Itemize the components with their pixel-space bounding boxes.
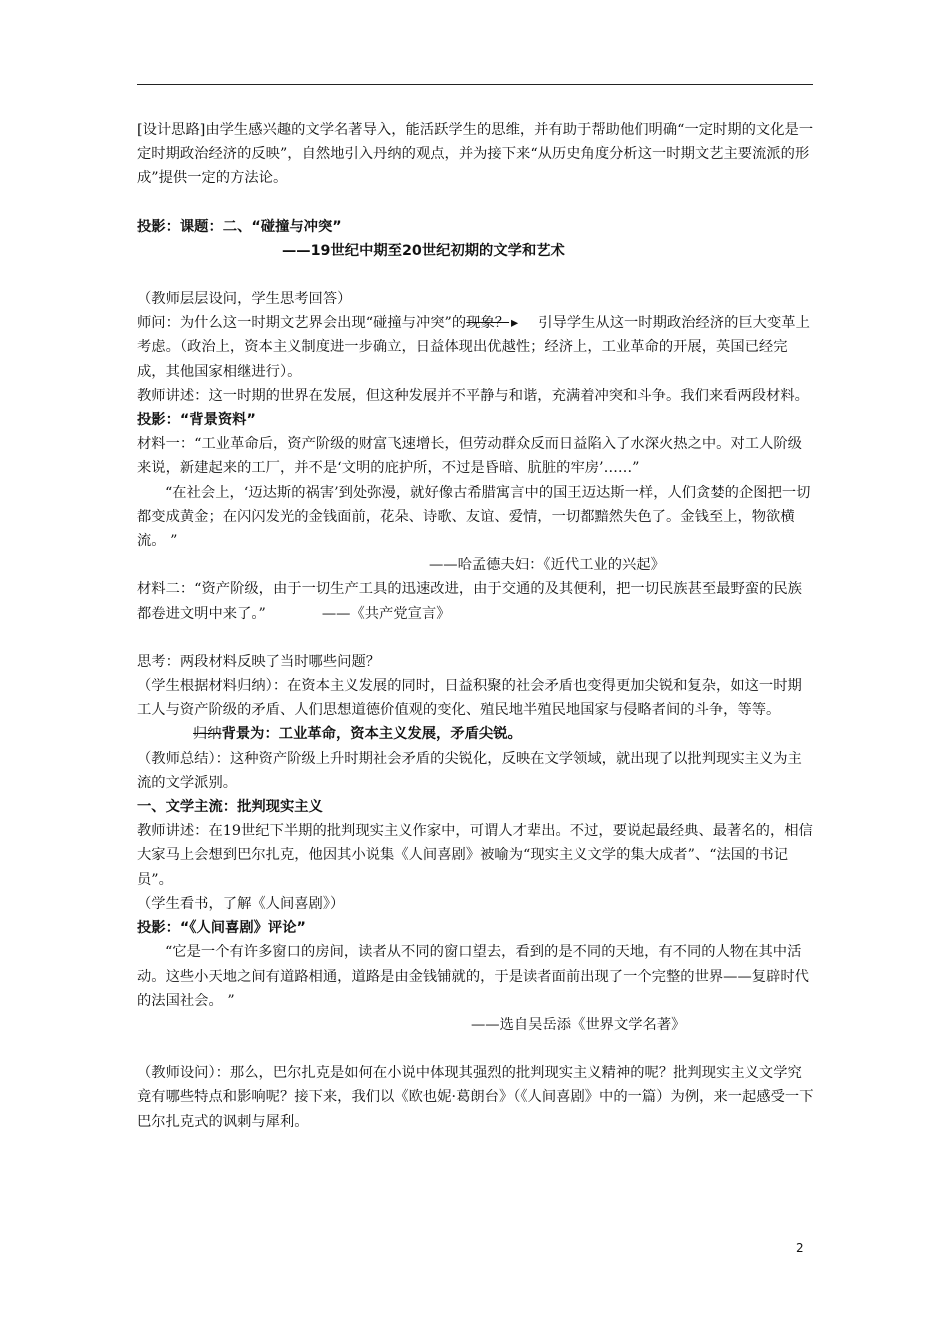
closing-paragraph: （教师设问）：那么，巴尔扎克是如何在小说中体现其强烈的批判现实主义精神的呢？批判现实主义文学究竟有哪些特点和影响呢？接下来，我们以《欧也妮·葛朗台》（《人间喜剧》中的一篇）为例，来一起感受一下巴尔扎克式的讽刺与犀利。 <box>137 1065 814 1130</box>
topic-title: 投影：课题：二、“碰撞与冲突” <box>137 218 342 235</box>
question-paragraph: 师问：为什么这一时期文艺界会出现“碰撞与冲突”的现象？ ▸ 引导学生从这一时期政治经济的巨大变革上考虑。（政治上，资本主义制度进一步确立，日益体现出优越性；经济上，工业革命的开展，英国已经完成，其他国家相继进行）。 <box>137 311 815 384</box>
review-quote: “它是一个有许多窗口的房间，读者从不同的窗口望去，看到的是不同的天地，有不同的人物在其中活动。这些小天地之间有道路相通，道路是由金钱铺就的，于是读者面前出现了一个完整的世界——复辟时代的法国社会。 ” <box>137 944 809 1009</box>
student-reading-note: （学生看书，了解《人间喜剧》） <box>137 895 345 912</box>
design-text: 由学生感兴趣的文学名著导入，能活跃学生的思维，并有助于帮助他们明确“一定时期的文化是一定时期政治经济的反映”，自然地引入丹纳的观点，并为接下来“从历史角度分析这一时期文艺主要流派的形成”提供一定的方法论。 <box>137 122 814 187</box>
think-question: 思考：两段材料反映了当时哪些问题？ <box>137 653 381 670</box>
document-body <box>137 118 815 1134</box>
student-summary: （学生根据材料归纳）：在资本主义发展的同时，日益积聚的社会矛盾也变得更加尖锐和复杂，如这一时期工人与资产阶级的矛盾、人们思想道德价值观的变化、殖民地半殖民地国家与侵略者间的斗争，等等。归纳背景为：工业革命，资本主义发展，矛盾尖锐。 <box>137 678 802 743</box>
design-paragraph <box>137 118 815 191</box>
material-2: 材料二：“资产阶级，由于一切生产工具的迅速改进，由于交通的及其便利，把一切民族甚至最野蛮的民族都卷进文明中来了。” ——《共产党宣言》 <box>137 581 802 622</box>
header-rule <box>137 84 813 85</box>
material-2-source: ——《共产党宣言》 <box>321 605 451 622</box>
design-label: [设计思路] <box>137 122 206 138</box>
material-1-quote: “在社会上，‘迈达斯的祸害’到处弥漫，就好像古希腊寓言中的国王迈达斯一样，人们贪婪的企图把一切都变成黄金；在闪闪发光的金钱面前，花朵、诗歌、友谊、爱情，一切都黯然失色了。金钱至上，物欲横流。 ” <box>137 484 811 550</box>
background-heading: 投影：“背景资料” <box>137 412 256 429</box>
section-heading: 一、文学主流：批判现实主义 <box>137 799 323 816</box>
struck-text: 归纳 <box>193 726 222 743</box>
review-heading: 投影：“《人间喜剧》评论” <box>137 920 306 937</box>
material-1-source: ——哈孟德夫妇：《近代工业的兴起》 <box>429 557 665 574</box>
lecture-paragraph-1: 教师讲述：这一时期的世界在发展，但这种发展并不平静与和谐，充满着冲突和斗争。我们来看两段材料。 <box>137 387 809 404</box>
lecture-paragraph-2: 教师讲述：在19世纪下半期的批判现实主义作家中，可谓人才辈出。不过，要说起最经典、最著名的，相信大家马上会想到巴尔扎克，他因其小说集《人间喜剧》被喻为“现实主义文学的集大成者”、“法国的书记员”。 <box>137 823 813 888</box>
teacher-note: （教师层层设问，学生思考回答） <box>137 291 352 308</box>
page-number: 2 <box>796 1241 804 1255</box>
arrow-icon: ▸ <box>511 315 519 332</box>
material-1: 材料一：“工业革命后，资产阶级的财富飞速增长，但劳动群众反而日益陷入了水深火热之中。对工人阶级来说，新建起来的工厂，并不是‘文明的庇护所，不过是昏暗、肮脏的牢房’……” <box>137 436 802 477</box>
background-conclusion: 背景为：工业革命，资本主义发展，矛盾尖锐。 <box>221 726 522 743</box>
teacher-summary: （教师总结）：这种资产阶级上升时期社会矛盾的尖锐化，反映在文学领域，就出现了以批判现实主义为主流的文学派别。 <box>137 750 802 791</box>
topic-subtitle: ——19世纪中期至20世纪初期的文学和艺术 <box>282 242 565 259</box>
review-source: ——选自吴岳添《世界文学名著》 <box>471 1016 686 1033</box>
struck-text: 现象？ <box>466 315 510 332</box>
